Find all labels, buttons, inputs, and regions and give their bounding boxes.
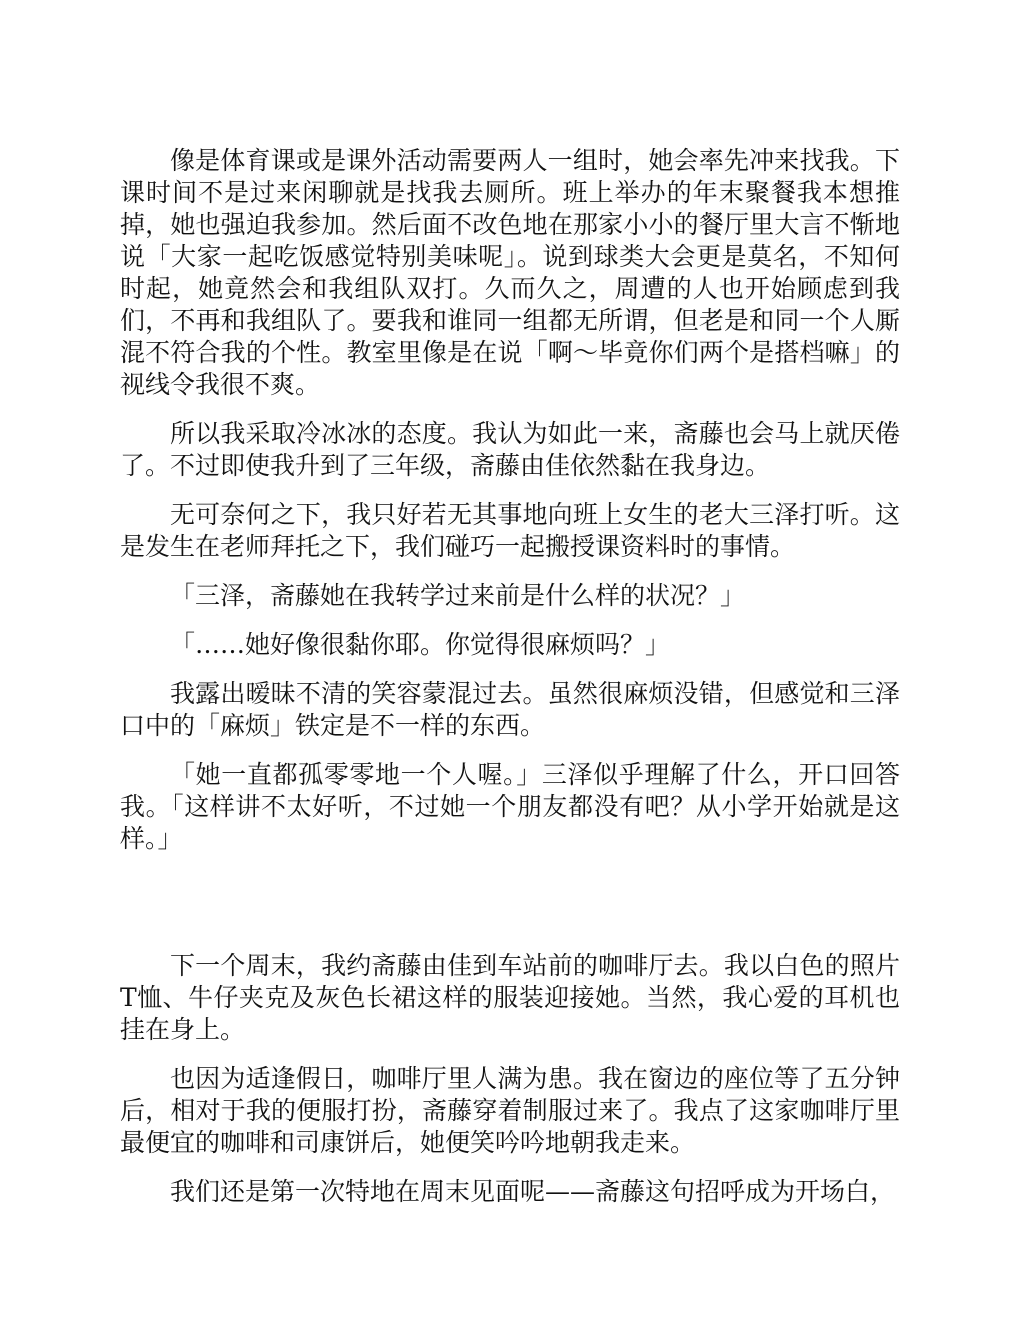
document-page bbox=[120, 145, 900, 1225]
paragraph-6: 也因为适逢假日，咖啡厅里人满为患。我在窗边的座位等了五分钟后，相对于我的便服打扮，斋藤穿着制服过来了。我点了这家咖啡厅里最便宜的咖啡和司康饼后，她便笑吟吟地朝我走来。 bbox=[120, 1064, 900, 1157]
paragraph-5: 下一个周末，我约斋藤由佳到车站前的咖啡厅去。我以白色的照片T恤、牛仔夹克及灰色长裙这样的服装迎接她。当然，我心爱的耳机也挂在身上。 bbox=[120, 951, 900, 1044]
paragraph-4: 我露出暧昧不清的笑容蒙混过去。虽然很麻烦没错，但感觉和三泽口中的「麻烦」铁定是不一样的东西。 bbox=[120, 679, 900, 740]
paragraph-3: 无可奈何之下，我只好若无其事地向班上女生的老大三泽打听。这是发生在老师拜托之下，我们碰巧一起搬授课资料时的事情。 bbox=[120, 500, 900, 561]
dialogue-3: 「她一直都孤零零地一个人喔。」三泽似乎理解了什么，开口回答我。「这样讲不太好听，不过她一个朋友都没有吧？从小学开始就是这样。」 bbox=[120, 760, 900, 853]
section-break bbox=[120, 872, 900, 950]
dialogue-1: 「三泽，斋藤她在我转学过来前是什么样的状况？」 bbox=[170, 581, 746, 610]
dialogue-2: 「……她好像很黏你耶。你觉得很麻烦吗？」 bbox=[170, 630, 671, 659]
paragraph-2: 所以我采取冷冰冰的态度。我认为如此一来，斋藤也会马上就厌倦了。不过即使我升到了三年级，斋藤由佳依然黏在我身边。 bbox=[120, 419, 900, 480]
paragraph-7: 我们还是第一次特地在周末见面呢——斋藤这句招呼成为开场白， bbox=[170, 1177, 896, 1206]
paragraph-1: 像是体育课或是课外活动需要两人一组时，她会率先冲来找我。下课时间不是过来闲聊就是找我去厕所。班上举办的年末聚餐我本想推掉，她也强迫我参加。然后面不改色地在那家小小的餐厅里大言不惭地说「大家一起吃饭感觉特别美味呢」。说到球类大会更是莫名，不知何时起，她竟然会和我组队双打。久而久之，周遭的人也开始顾虑到我们，不再和我组队了。要我和谁同一组都无所谓，但老是和同一个人厮混不符合我的个性。教室里像是在说「啊～毕竟你们两个是搭档嘛」的视线令我很不爽。 bbox=[120, 146, 900, 399]
